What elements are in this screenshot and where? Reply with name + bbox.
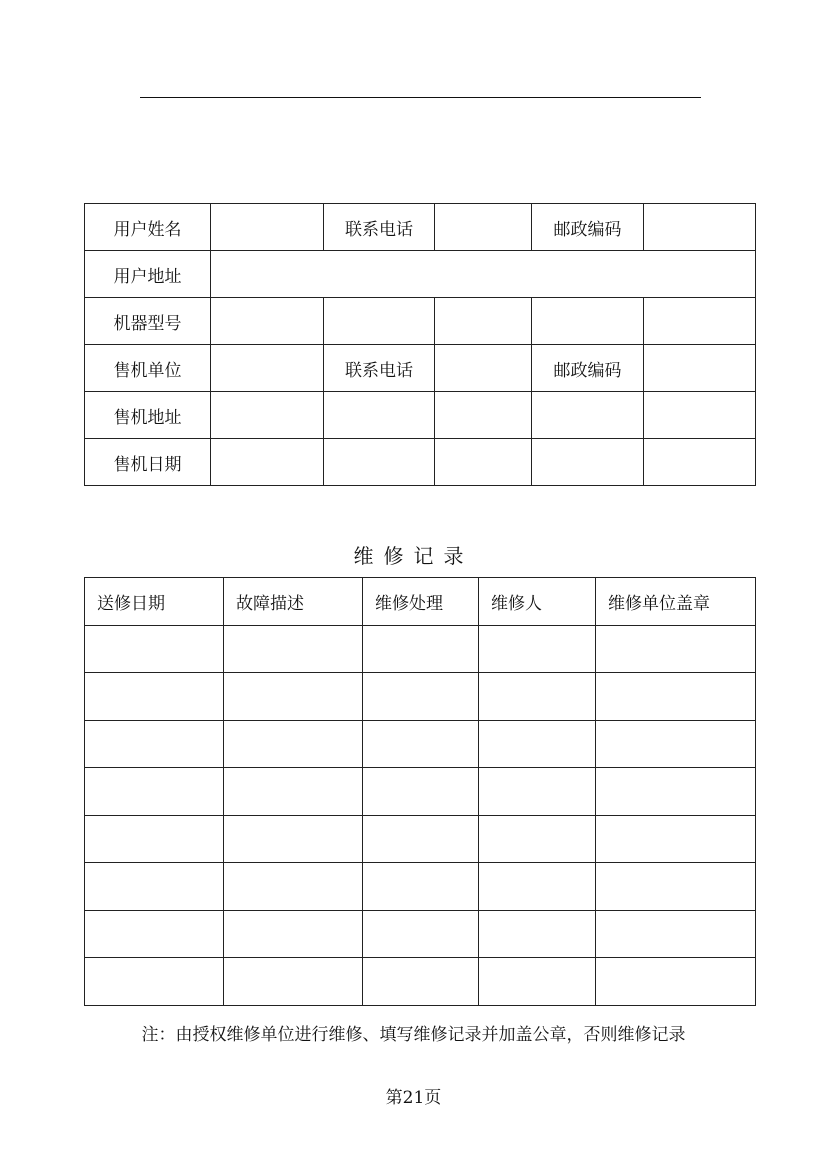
column-header: 维修处理	[363, 578, 479, 626]
user-address-field[interactable]	[211, 251, 756, 298]
footnote: 注：由授权维修单位进行维修、填写维修记录并加盖公章，否则维修记录	[141, 1025, 686, 1045]
seller-unit-field[interactable]	[211, 345, 324, 392]
repair-cell[interactable]	[224, 720, 363, 768]
contact-phone-label: 联系电话	[324, 204, 435, 251]
table-row	[85, 298, 756, 345]
repair-cell[interactable]	[479, 910, 596, 958]
repair-cell[interactable]	[479, 815, 596, 863]
header-rule	[140, 97, 701, 98]
repair-cell[interactable]	[596, 720, 756, 768]
repair-cell[interactable]	[85, 673, 224, 721]
sale-date-field[interactable]	[532, 439, 644, 486]
repair-cell[interactable]	[224, 910, 363, 958]
seller-address-field[interactable]	[532, 392, 644, 439]
repair-cell[interactable]	[363, 768, 479, 816]
repair-cell[interactable]	[596, 673, 756, 721]
table-row	[85, 439, 756, 486]
machine-model-field[interactable]	[324, 298, 435, 345]
machine-model-field[interactable]	[211, 298, 324, 345]
seller-address-field[interactable]	[435, 392, 532, 439]
postal-code-label: 邮政编码	[532, 204, 644, 251]
repair-cell[interactable]	[85, 720, 224, 768]
table-row	[85, 768, 756, 816]
repair-record-title: 维修记录	[353, 544, 474, 568]
seller-phone-label: 联系电话	[324, 345, 435, 392]
repair-cell[interactable]	[479, 958, 596, 1006]
user-name-label: 用户姓名	[85, 204, 211, 251]
seller-address-field[interactable]	[211, 392, 324, 439]
table-row	[85, 392, 756, 439]
contact-phone-field[interactable]	[435, 204, 532, 251]
table-header-row	[85, 578, 756, 626]
repair-cell[interactable]	[224, 768, 363, 816]
repair-cell[interactable]	[363, 958, 479, 1006]
table-row	[85, 251, 756, 298]
machine-model-field[interactable]	[532, 298, 644, 345]
table-row	[85, 958, 756, 1006]
repair-cell[interactable]	[479, 625, 596, 673]
repair-cell[interactable]	[85, 815, 224, 863]
repair-cell[interactable]	[479, 673, 596, 721]
repair-cell[interactable]	[479, 720, 596, 768]
repair-cell[interactable]	[224, 863, 363, 911]
page-number: 第21页	[385, 1088, 442, 1108]
table-row	[85, 720, 756, 768]
sale-date-label: 售机日期	[85, 439, 211, 486]
repair-cell[interactable]	[224, 673, 363, 721]
postal-code-field[interactable]	[644, 204, 756, 251]
machine-model-field[interactable]	[644, 298, 756, 345]
sale-date-field[interactable]	[644, 439, 756, 486]
sale-date-field[interactable]	[324, 439, 435, 486]
seller-unit-label: 售机单位	[85, 345, 211, 392]
repair-cell[interactable]	[224, 625, 363, 673]
table-row	[85, 345, 756, 392]
table-row	[85, 863, 756, 911]
repair-cell[interactable]	[596, 625, 756, 673]
table-row	[85, 625, 756, 673]
table-row	[85, 815, 756, 863]
column-header: 送修日期	[85, 578, 224, 626]
repair-cell[interactable]	[85, 768, 224, 816]
repair-cell[interactable]	[85, 958, 224, 1006]
machine-model-field[interactable]	[435, 298, 532, 345]
sale-date-field[interactable]	[435, 439, 532, 486]
repair-cell[interactable]	[479, 768, 596, 816]
column-header: 维修人	[479, 578, 596, 626]
repair-cell[interactable]	[85, 625, 224, 673]
table-row	[85, 910, 756, 958]
machine-model-label: 机器型号	[85, 298, 211, 345]
repair-cell[interactable]	[596, 910, 756, 958]
repair-cell[interactable]	[596, 815, 756, 863]
user-name-field[interactable]	[211, 204, 324, 251]
repair-cell[interactable]	[363, 815, 479, 863]
repair-cell[interactable]	[85, 910, 224, 958]
table-row	[85, 673, 756, 721]
repair-cell[interactable]	[596, 958, 756, 1006]
user-address-label: 用户地址	[85, 251, 211, 298]
repair-cell[interactable]	[363, 910, 479, 958]
seller-phone-field[interactable]	[435, 345, 532, 392]
repair-cell[interactable]	[224, 958, 363, 1006]
seller-address-label: 售机地址	[85, 392, 211, 439]
repair-cell[interactable]	[85, 863, 224, 911]
repair-cell[interactable]	[363, 625, 479, 673]
repair-cell[interactable]	[363, 673, 479, 721]
repair-cell[interactable]	[479, 863, 596, 911]
seller-address-field[interactable]	[324, 392, 435, 439]
table-row	[85, 204, 756, 251]
column-header: 维修单位盖章	[596, 578, 756, 626]
sale-date-field[interactable]	[211, 439, 324, 486]
repair-record-table	[84, 577, 756, 1006]
repair-cell[interactable]	[363, 863, 479, 911]
repair-cell[interactable]	[596, 863, 756, 911]
column-header: 故障描述	[224, 578, 363, 626]
seller-postal-code-label: 邮政编码	[532, 345, 644, 392]
seller-address-field[interactable]	[644, 392, 756, 439]
repair-cell[interactable]	[224, 815, 363, 863]
seller-postal-code-field[interactable]	[644, 345, 756, 392]
customer-info-table	[84, 203, 756, 486]
repair-cell[interactable]	[596, 768, 756, 816]
repair-cell[interactable]	[363, 720, 479, 768]
